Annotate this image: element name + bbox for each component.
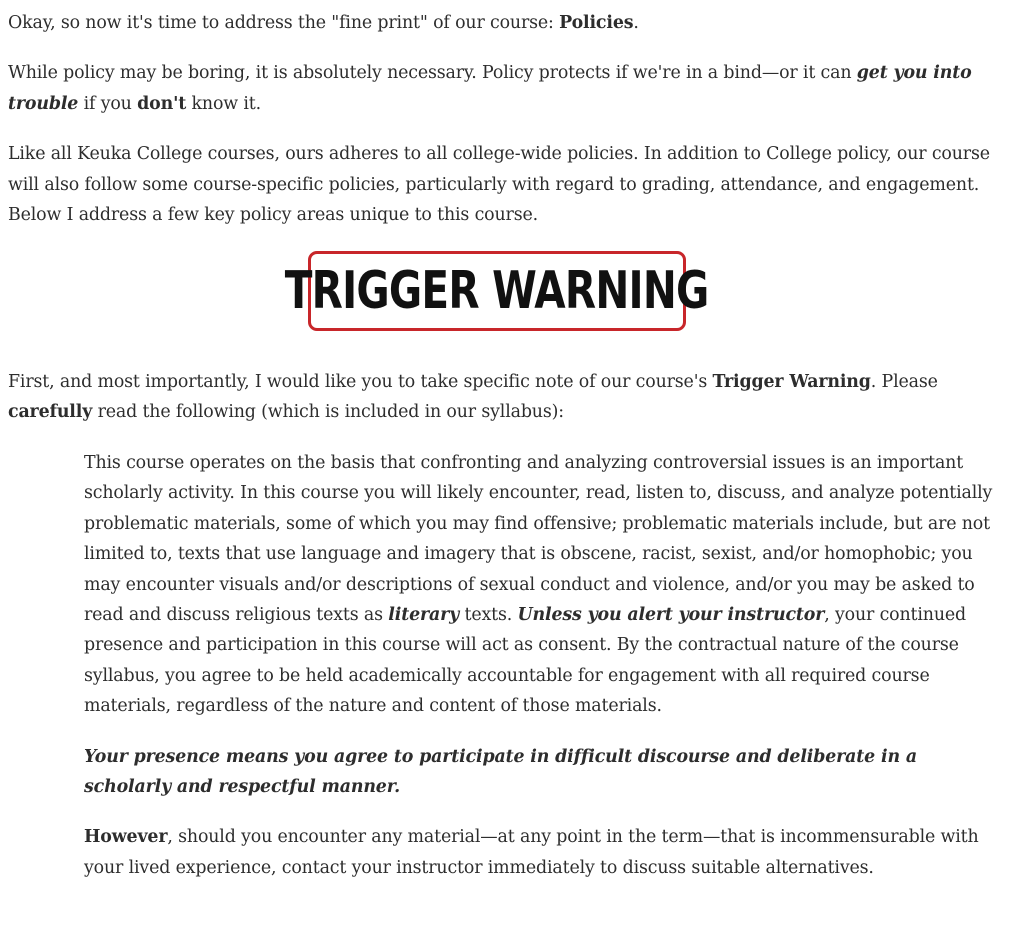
carefully-emphasis: carefully (8, 402, 93, 423)
literary-emphasis: literary (388, 605, 460, 626)
blockquote-paragraph-however (84, 822, 1009, 883)
trigger-warning-banner-label: TRIGGER WARNING (285, 261, 709, 321)
intro-paragraph-policies (8, 8, 1008, 38)
blockquote-paragraph-consent (84, 448, 1009, 722)
policies-emphasis: Policies (559, 13, 634, 33)
trigger-warning-intro-paragraph (8, 367, 1008, 428)
intro-p1-end: . (633, 13, 639, 33)
intro-p2-middle: if you (78, 93, 138, 114)
alert-instructor-emphasis: Unless you alert your instructor (517, 605, 825, 626)
trigger-warning-banner (285, 251, 709, 331)
intro-paragraph-necessity (8, 58, 1008, 119)
intro-p2-end: know it. (186, 93, 262, 114)
however-emphasis: However (84, 827, 168, 848)
q1-text: This course operates on the basis that confronting and analyzing controversial issues is an important scholarly activity. In this course you will likely encounter, read, listen to, discuss, and analyze potentially problematic materials, some of which you may find offensive; problematic materials include, but are not limited to, texts that use language and imagery that is obscene, racist, sexist, and/or homophobic; you may encounter visuals and/or descriptions of sexual conduct and violence, and/or you may be asked to read and discuss religious texts as (84, 453, 993, 626)
intro-p2-text: While policy may be boring, it is absolutely necessary. Policy protects if we're in a bind—or it can (8, 63, 857, 84)
trouble-emphasis: get you into trouble (8, 63, 972, 114)
blockquote-paragraph-presence (84, 742, 1009, 803)
intro-paragraph-college-policy: Like all Keuka College courses, ours adheres to all college-wide policies. In addition to College policy, our course will also follow some course-specific policies, particularly with regard to grading, attendance, and engagement. Below I address a few key policy areas unique to this course. (8, 144, 990, 226)
trigger-warning-emphasis: Trigger Warning (712, 372, 871, 392)
intro-p1-text: Okay, so now it's time to address the "fine print" of our course: (8, 13, 560, 33)
q1-middle: texts. (459, 605, 518, 626)
q3-text: , should you encounter any material—at any point in the term—that is incommensurable with your lived experience, contact your instructor immediately to discuss suitable alternatives. (84, 827, 979, 878)
dont-emphasis: don't (137, 93, 187, 114)
p4-middle: . Please (870, 372, 938, 392)
q1-end: , your continued presence and participation in this course will act as consent. By the contractual nature of the course syllabus, you agree to be held academically accountable for engagement with all required course materials, regardless of the nature and content of those materials. (84, 605, 967, 717)
intro-section (8, 8, 1008, 230)
presence-emphasis: Your presence means you agree to participate in difficult discourse and deliberate in a scholarly and respectful manner. (84, 746, 917, 798)
p4-end: read the following (which is included in our syllabus): (92, 402, 564, 423)
p4-text: First, and most importantly, I would like you to take specific note of our course's (8, 372, 713, 392)
trigger-warning-intro-section (8, 367, 1008, 428)
syllabus-blockquote (84, 448, 1009, 883)
